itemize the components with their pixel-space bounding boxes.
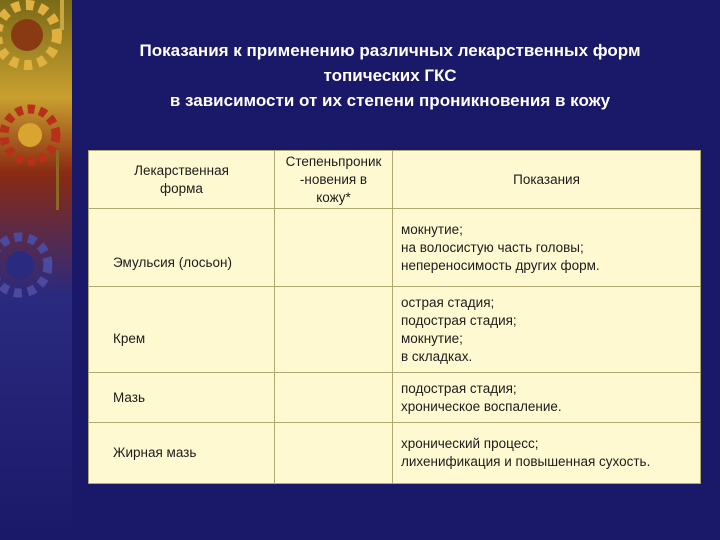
cell-degree [275, 287, 393, 373]
gear-icon [0, 95, 70, 175]
title-line-3: в зависимости от их степени проникновения в кожу [169, 91, 611, 110]
cell-indications: мокнутие; на волосистую часть головы; непереносимость других форм. [393, 209, 701, 287]
decorative-gear-strip [0, 0, 72, 540]
header-degree-line-1: Степеньпроник [285, 153, 382, 169]
cell-indications: острая стадия; подострая стадия; мокнутие; в складках. [393, 287, 701, 373]
title-line-2: топических ГКС [323, 66, 457, 85]
table-row [89, 209, 701, 287]
table-row [89, 287, 701, 373]
header-form [89, 151, 275, 209]
table-header-row [89, 151, 701, 209]
header-form-line-1: Лекарственная [134, 162, 229, 178]
header-indications: Показания [393, 151, 701, 209]
table-row [89, 423, 701, 484]
header-degree-line-3: кожу* [316, 189, 351, 205]
decorative-bar-top [60, 0, 64, 30]
title-line-1: Показания к применению различных лекарственных форм [139, 41, 641, 60]
table-row [89, 373, 701, 423]
header-form-line-2: форма [160, 180, 203, 196]
header-degree [275, 151, 393, 209]
cell-degree [275, 209, 393, 287]
cell-degree [275, 423, 393, 484]
cell-form: Жирная мазь [89, 423, 275, 484]
slide-title [80, 38, 700, 113]
cell-form: Эмульсия (лосьон) [89, 209, 275, 287]
cell-form: Крем [89, 287, 275, 373]
gear-icon [0, 220, 65, 310]
cell-degree [275, 373, 393, 423]
indications-table [88, 150, 701, 484]
decorative-bar-side [56, 150, 59, 210]
cell-indications: подострая стадия; хроническое воспаление. [393, 373, 701, 423]
header-degree-line-2: -новения в [299, 171, 368, 187]
cell-indications: хронический процесс; лихенификация и повышенная сухость. [393, 423, 701, 484]
cell-form: Мазь [89, 373, 275, 423]
